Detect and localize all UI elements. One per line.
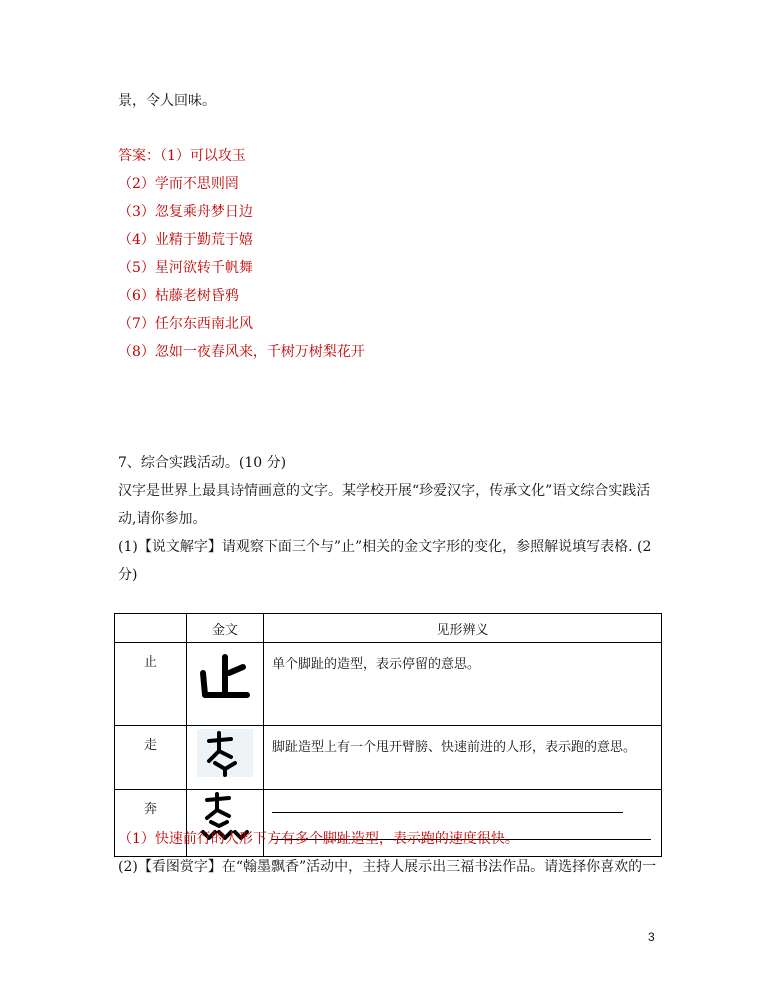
jinwen-zou-glyph bbox=[197, 729, 253, 777]
jinwen-zhi-glyph bbox=[195, 649, 255, 705]
answer-line-5: （5）星河欲转千帆舞 bbox=[118, 260, 253, 276]
intro-tail-text: 景，令人回味。 bbox=[118, 93, 216, 109]
table-header-cell: 金文 bbox=[187, 614, 264, 643]
table-header-row bbox=[115, 614, 662, 643]
answer-line-3: （3）忽复乘舟梦日边 bbox=[118, 204, 253, 220]
answer-line-6: （6）枯藤老树昏鸦 bbox=[118, 288, 239, 304]
table-char-cell: 止 bbox=[115, 643, 187, 726]
question-7-sub2-line-1: (2)【看图赏字】在“翰墨飘香”活动中，主持人展示出三福书法作品。请选择你喜欢的一 bbox=[118, 859, 657, 875]
question-7-sub1-line-1: (1)【说文解字】请观察下面三个与”止”相关的金文字形的变化，参照解说填写表格. (2 bbox=[118, 539, 652, 555]
question-7-para-line-2: 动,请你参加。 bbox=[118, 511, 207, 527]
table-header-cell bbox=[115, 614, 187, 643]
question-7-sub1-line-2: 分) bbox=[118, 567, 138, 583]
answer-line-8: （8）忽如一夜春风来，千树万树梨花开 bbox=[118, 344, 365, 360]
table-row bbox=[115, 726, 662, 790]
table-glyph-cell bbox=[187, 643, 264, 726]
table-char-cell: 奔 bbox=[115, 790, 187, 857]
answer-line-1: 答案：（1）可以攻玉 bbox=[118, 148, 246, 164]
answer-line-4: （4）业精于勤荒于嬉 bbox=[118, 232, 253, 248]
table-row bbox=[115, 643, 662, 726]
page-number: 3 bbox=[648, 930, 655, 944]
answer-blank-line[interactable] bbox=[272, 796, 623, 813]
jinwen-table bbox=[114, 613, 662, 857]
table-char-cell: 走 bbox=[115, 726, 187, 790]
answer-line-7: （7）任尔东西南北风 bbox=[118, 316, 253, 332]
question-7-para-line-1: 汉字是世界上最具诗情画意的文字。某学校开展“珍爱汉字，传承文化”语文综合实践活 bbox=[118, 483, 651, 499]
table-header-cell: 见形辨义 bbox=[264, 614, 662, 643]
answer-line-2: （2）学而不思则罔 bbox=[118, 176, 239, 192]
question-7-title: 7、综合实践活动。(10 分) bbox=[118, 455, 287, 471]
answer-sub1-text: （1）快速前行的人形下方有多个脚趾造型，表示跑的速度很快。 bbox=[118, 831, 519, 847]
table-explanation-cell: 单个脚趾的造型，表示停留的意思。 bbox=[264, 643, 662, 726]
table-explanation-cell: 脚趾造型上有一个甩开臂膀、快速前进的人形，表示跑的意思。 bbox=[264, 726, 662, 790]
table-glyph-cell bbox=[187, 726, 264, 790]
